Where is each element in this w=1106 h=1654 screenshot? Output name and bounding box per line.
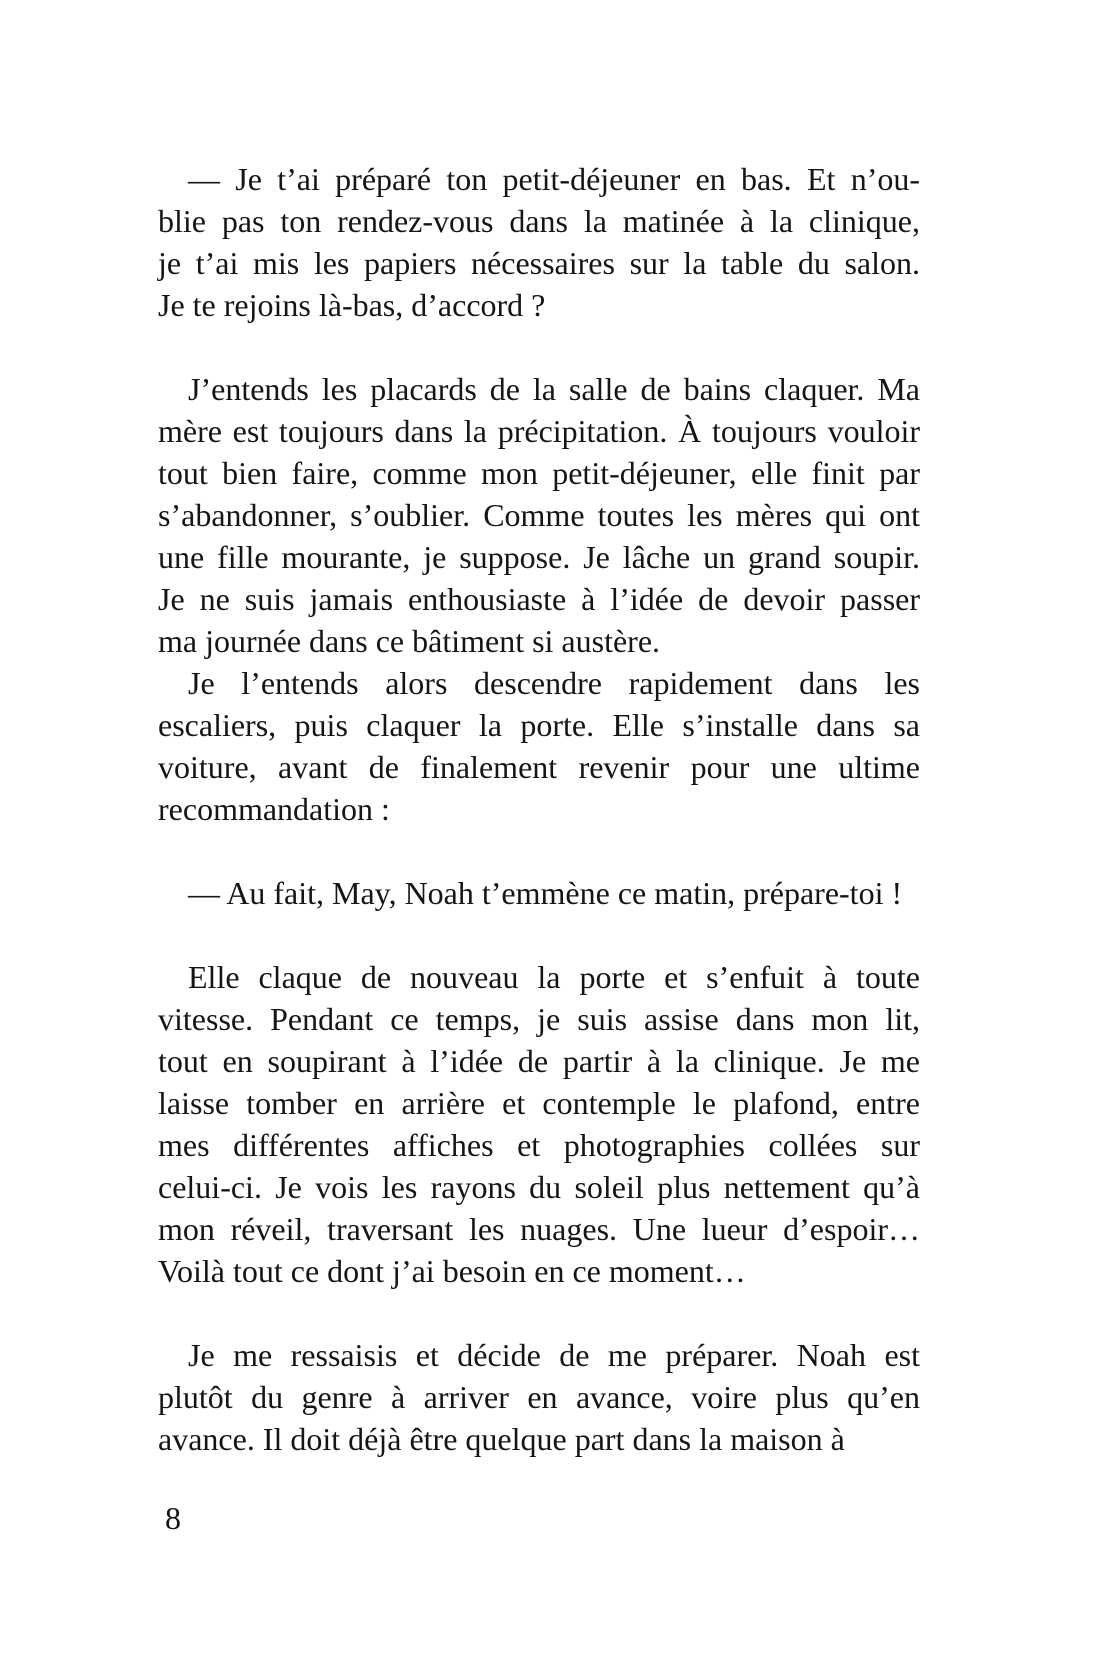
text-line: tout bien faire, comme mon petit-déjeuner, elle finit par bbox=[158, 455, 920, 491]
narration-paragraph bbox=[158, 662, 920, 830]
dialogue-paragraph bbox=[158, 872, 920, 914]
text-line: ma journée dans ce bâtiment si austère. bbox=[158, 623, 661, 659]
text-line: — Je t’ai préparé ton petit-déjeuner en bas. Et n’ou- bbox=[188, 161, 920, 197]
narration-paragraph bbox=[158, 956, 920, 1292]
text-line: avance. Il doit déjà être quelque part dans la maison à bbox=[158, 1421, 845, 1457]
text-line: blie pas ton rendez-vous dans la matinée à la clinique, bbox=[158, 203, 920, 239]
text-line: mon réveil, traversant les nuages. Une lueur d’espoir… bbox=[158, 1211, 920, 1247]
text-line: s’abandonner, s’oublier. Comme toutes les mères qui ont bbox=[158, 497, 920, 533]
narration-paragraph bbox=[158, 368, 920, 662]
text-line: tout en soupirant à l’idée de partir à la clinique. Je me bbox=[158, 1043, 920, 1079]
text-line: celui-ci. Je vois les rayons du soleil plus nettement qu’à bbox=[158, 1169, 920, 1205]
text-line: Je l’entends alors descendre rapidement dans les bbox=[188, 665, 920, 701]
text-line: une fille mourante, je suppose. Je lâche un grand soupir. bbox=[158, 539, 920, 575]
text-line: J’entends les placards de la salle de bains claquer. Ma bbox=[188, 371, 920, 407]
narration-paragraph bbox=[158, 1334, 920, 1460]
page-number: 8 bbox=[165, 1500, 181, 1536]
text-line: laisse tomber en arrière et contemple le plafond, entre bbox=[158, 1085, 920, 1121]
text-line: voiture, avant de finalement revenir pour une ultime bbox=[158, 749, 920, 785]
text-line: plutôt du genre à arriver en avance, voire plus qu’en bbox=[158, 1379, 920, 1415]
text-line: Je ne suis jamais enthousiaste à l’idée de devoir passer bbox=[158, 581, 920, 617]
text-line: Je me ressaisis et décide de me préparer. Noah est bbox=[188, 1337, 920, 1373]
page-text-block bbox=[158, 158, 920, 1460]
text-line: Je te rejoins là-bas, d’accord ? bbox=[158, 287, 546, 323]
text-line: mes différentes affiches et photographies collées sur bbox=[158, 1127, 920, 1163]
text-line: mère est toujours dans la précipitation. À toujours vouloir bbox=[158, 413, 920, 449]
text-line: vitesse. Pendant ce temps, je suis assise dans mon lit, bbox=[158, 1001, 920, 1037]
text-line: — Au fait, May, Noah t’emmène ce matin, prépare-toi ! bbox=[188, 875, 903, 911]
text-line: Voilà tout ce dont j’ai besoin en ce moment… bbox=[158, 1253, 746, 1289]
dialogue-paragraph bbox=[158, 158, 920, 326]
text-line: je t’ai mis les papiers nécessaires sur la table du salon. bbox=[158, 245, 920, 281]
text-line: recommandation : bbox=[158, 791, 390, 827]
text-line: escaliers, puis claquer la porte. Elle s’installe dans sa bbox=[158, 707, 920, 743]
text-line: Elle claque de nouveau la porte et s’enfuit à toute bbox=[188, 959, 920, 995]
